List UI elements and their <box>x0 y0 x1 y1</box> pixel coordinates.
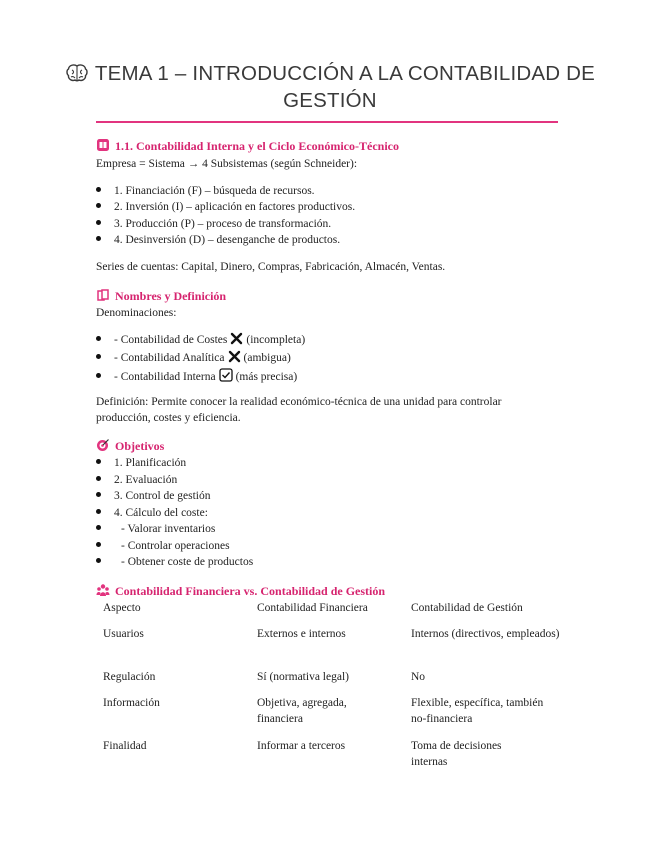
list-item: 1. Financiación (F) – búsqueda de recursos. <box>96 183 315 199</box>
section2-definition: Definición: Permite conocer la realidad económico-técnica de una unidad para controlar producción, costes y eficiencia. <box>96 396 502 424</box>
section1-heading <box>96 138 399 154</box>
table-header: Aspecto <box>103 602 141 614</box>
cross-icon <box>228 350 241 363</box>
section2-heading <box>96 288 226 304</box>
book-icon <box>96 138 110 152</box>
section1-heading-text: 1.1. Contabilidad Interna y el Ciclo Económico-Técnico <box>115 139 399 153</box>
check-box-icon <box>219 368 233 382</box>
section3-heading <box>96 438 164 454</box>
list-item: 2. Inversión (I) – aplicación en factores productivos. <box>96 199 355 215</box>
list-item: 3. Producción (P) – proceso de transformación. <box>96 216 331 232</box>
list-item: 4. Desinversión (D) – desenganche de productos. <box>96 232 340 248</box>
table-cell: Sí (normativa legal) <box>257 671 349 683</box>
section1-intro: Empresa = Sistema → 4 Subsistemas (según Schneider): <box>96 158 358 170</box>
table-cell: Informar a terceros <box>257 740 346 752</box>
page-title <box>60 60 600 114</box>
list-item: - Contabilidad Interna (más precisa) <box>96 368 297 385</box>
section4-heading-text: Contabilidad Financiera vs. Contabilidad de Gestión <box>115 584 386 598</box>
list-item: 4. Cálculo del coste: <box>96 505 208 521</box>
section3-heading-text: Objetivos <box>115 439 165 453</box>
table-cell: Flexible, específica, también no-financiera <box>411 697 544 725</box>
table-cell: Externos e internos <box>257 628 346 640</box>
table-cell: Regulación <box>103 671 156 683</box>
section2-label: Denominaciones: <box>96 307 177 319</box>
table-cell: Usuarios <box>103 628 144 640</box>
people-icon <box>96 583 110 597</box>
list-item: 3. Control de gestión <box>96 488 210 504</box>
table-cell: No <box>411 671 426 683</box>
table-cell: Internos (directivos, empleados) <box>411 628 560 640</box>
list-item: - Obtener coste de productos <box>96 554 253 570</box>
table-header: Contabilidad Financiera <box>257 602 368 614</box>
cross-icon <box>230 332 243 345</box>
table-cell: Toma de decisiones internas <box>411 740 502 768</box>
target-icon <box>96 438 110 452</box>
section1-series: Series de cuentas: Capital, Dinero, Compras, Fabricación, Almacén, Ventas. <box>96 261 446 273</box>
section4-heading <box>96 583 385 599</box>
books-icon <box>96 288 110 302</box>
list-item: 2. Evaluación <box>96 472 177 488</box>
table-header: Contabilidad de Gestión <box>411 602 523 614</box>
section2-heading-text: Nombres y Definición <box>115 289 227 303</box>
title-rule <box>96 121 558 123</box>
list-item: - Contabilidad Analítica (ambigua) <box>96 350 291 366</box>
list-item: - Controlar operaciones <box>96 538 230 554</box>
list-item: - Contabilidad de Costes (incompleta) <box>96 332 305 348</box>
brain-icon <box>65 63 89 83</box>
title-text: TEMA 1 – INTRODUCCIÓN A LA CONTABILIDAD DE GESTIÓN <box>94 62 596 112</box>
list-item: - Valorar inventarios <box>96 521 215 537</box>
table-cell: Información <box>103 697 160 709</box>
table-cell: Objetiva, agregada, financiera <box>257 697 347 725</box>
list-item: 1. Planificación <box>96 455 186 471</box>
table-cell: Finalidad <box>103 740 147 752</box>
